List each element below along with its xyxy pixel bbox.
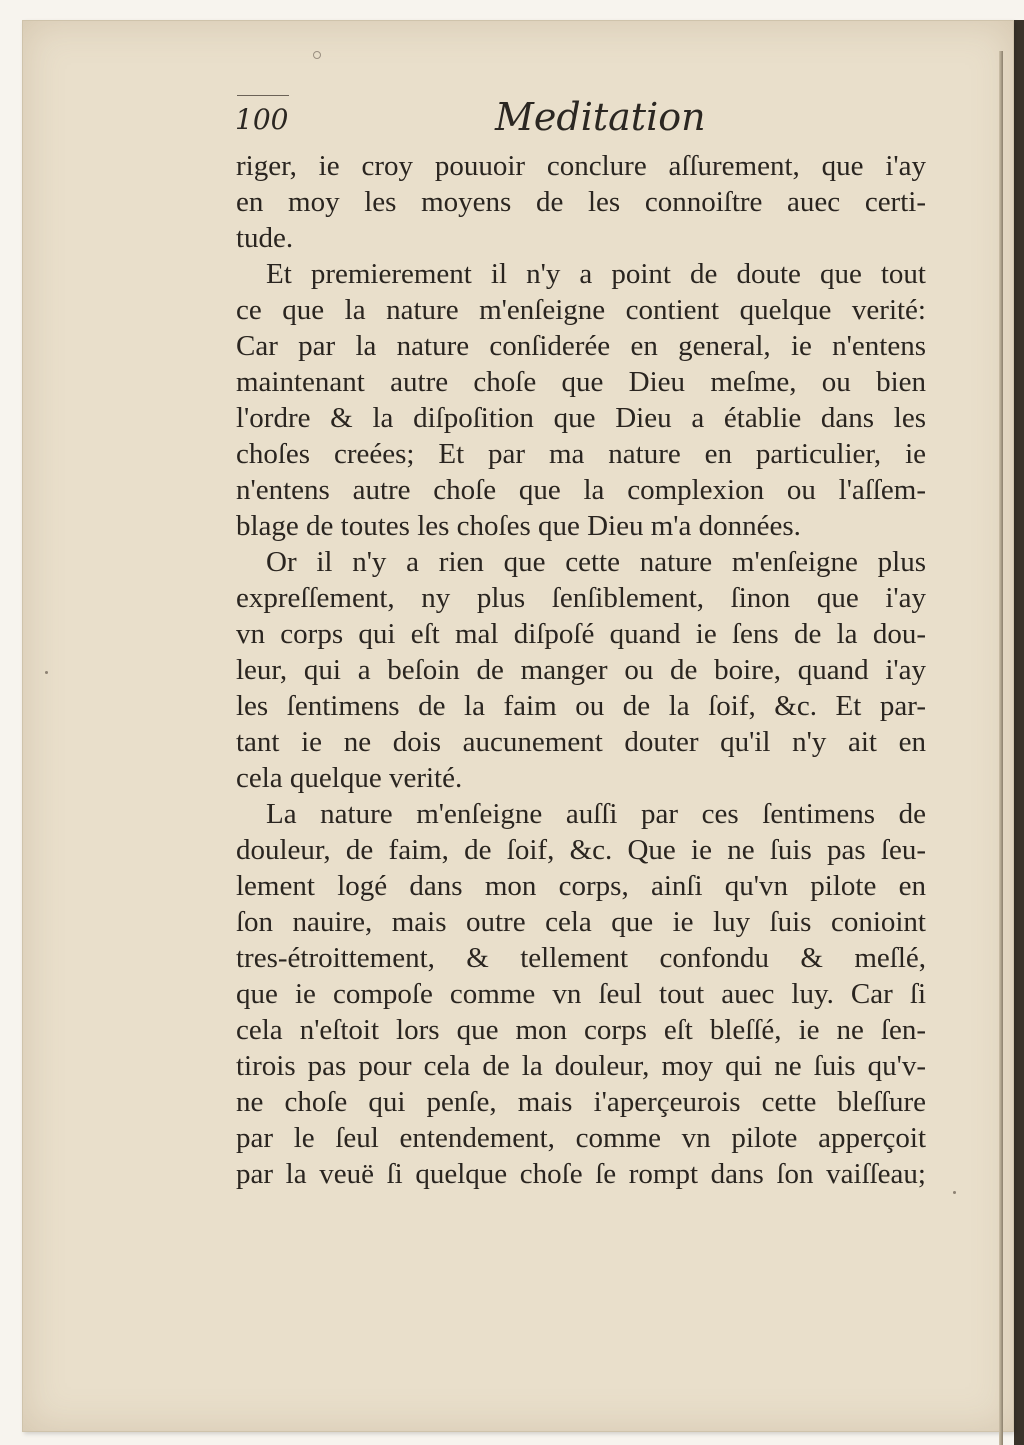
text-line: leur, qui a beſoin de manger ou de boire, quand i'ay: [236, 654, 926, 686]
page-body-text: [236, 148, 926, 1192]
page-number-rule: [237, 95, 289, 96]
text-line: riger, ie croy pouuoir conclure aſſurement, que i'ay: [236, 150, 926, 182]
text-line: que ie compoſe comme vn ſeul tout auec luy. Car ſi: [236, 978, 926, 1010]
page-number: 100: [235, 103, 289, 136]
text-line: expreſſement, ny plus ſenſiblement, ſinon que i'ay: [236, 582, 926, 614]
text-line: n'entens autre choſe que la complexion ou l'aſſem-: [236, 474, 926, 506]
text-line: en moy les moyens de les connoiſtre auec certi-: [236, 186, 926, 218]
text-line: Car par la nature conſiderée en general, ie n'entens: [236, 330, 926, 362]
text-line: maintenant autre choſe que Dieu meſme, ou bien: [236, 366, 926, 398]
text-line: cela quelque verité.: [236, 762, 463, 794]
running-title: Meditation: [495, 95, 706, 139]
page-edge: [999, 51, 1003, 1445]
paragraph-start-line: Et premierement il n'y a point de doute que tout: [266, 258, 926, 290]
text-line: tirois pas pour cela de la douleur, moy qui ne ſuis qu'v-: [236, 1050, 926, 1082]
text-line: tres-étroittement, & tellement confondu & meſlé,: [236, 942, 926, 974]
book-edge: [1014, 20, 1024, 1445]
text-line: l'ordre & la diſpoſition que Dieu a établie dans les: [236, 402, 926, 434]
text-line: tude.: [236, 222, 294, 254]
text-line: blage de toutes les choſes que Dieu m'a données.: [236, 510, 801, 542]
text-line: lement logé dans mon corps, ainſi qu'vn pilote en: [236, 870, 926, 902]
paper-speck: [953, 1191, 956, 1194]
text-line: par le ſeul entendement, comme vn pilote apperçoit: [236, 1122, 926, 1154]
text-line: cela n'eſtoit lors que mon corps eſt bleſſé, ie ne ſen-: [236, 1014, 926, 1046]
text-line: les ſentimens de la faim ou de la ſoif, &c. Et par-: [236, 690, 926, 722]
paragraph-start-line: Or il n'y a rien que cette nature m'enſeigne plus: [266, 546, 926, 578]
paper-speck: [313, 51, 321, 59]
text-line: ne choſe qui penſe, mais i'aperçeurois cette bleſſure: [236, 1086, 926, 1118]
text-line: ce que la nature m'enſeigne contient quelque verité:: [236, 294, 926, 326]
page-header: [215, 95, 795, 145]
text-line: choſes creées; Et par ma nature en particulier, ie: [236, 438, 926, 470]
text-line: vn corps qui eſt mal diſpoſé quand ie ſens de la dou-: [236, 618, 926, 650]
text-line: tant ie ne dois aucunement douter qu'il n'y ait en: [236, 726, 926, 758]
paragraph-start-line: La nature m'enſeigne auſſi par ces ſentimens de: [266, 798, 926, 830]
text-line: par la veuë ſi quelque choſe ſe rompt dans ſon vaiſſeau;: [236, 1158, 926, 1190]
text-line: ſon nauire, mais outre cela que ie luy ſuis conioint: [236, 906, 926, 938]
text-line: douleur, de faim, de ſoif, &c. Que ie ne ſuis pas ſeu-: [236, 834, 926, 866]
paper-speck: [45, 671, 48, 674]
